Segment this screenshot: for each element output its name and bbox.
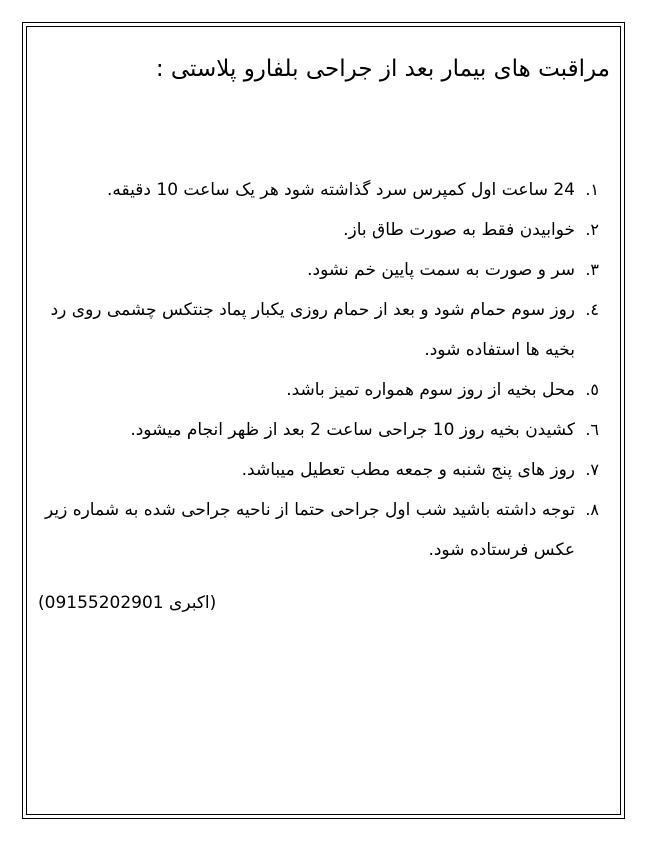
item-number: ٥. bbox=[585, 380, 599, 399]
item-text: روز سوم حمام شود و بعد از حمام روزی یکبار پماد جنتکس چشمی روی رد بخیه ها استفاده شود. bbox=[50, 300, 575, 360]
item-number: ٨. bbox=[585, 500, 599, 519]
list-item bbox=[39, 450, 599, 490]
list-item bbox=[39, 410, 599, 450]
list-item bbox=[39, 210, 599, 250]
document-body bbox=[30, 30, 617, 811]
item-text: توجه داشته باشید شب اول جراحی حتما از ناحیه جراحی شده به شماره زیر عکس فرستاده شود. bbox=[44, 500, 575, 560]
item-number: ۱. bbox=[585, 180, 599, 199]
item-text: روز های پنج شنبه و جمعه مطب تعطیل میباشد. bbox=[241, 460, 575, 480]
list-item bbox=[39, 370, 599, 410]
contact-info: (09155202901 اکبری) bbox=[38, 593, 217, 613]
item-text: 24 ساعت اول کمپرس سرد گذاشته شود هر یک ساعت 10 دقیقه. bbox=[107, 180, 575, 200]
item-text: کشیدن بخیه روز 10 جراحی ساعت 2 بعد از ظهر انجام میشود. bbox=[130, 420, 575, 440]
care-instructions-list bbox=[39, 170, 599, 570]
list-item bbox=[39, 490, 599, 570]
item-text: محل بخیه از روز سوم همواره تمیز باشد. bbox=[286, 380, 575, 400]
item-number: ٤. bbox=[585, 300, 599, 319]
document-title: مراقبت های بیمار بعد از جراحی بلفارو پلاستی : bbox=[155, 56, 610, 82]
item-number: ٦. bbox=[585, 420, 599, 439]
item-number: ٧. bbox=[585, 460, 599, 479]
item-number: ۲. bbox=[585, 220, 599, 239]
item-text: سر و صورت به سمت پایین خم نشود. bbox=[307, 260, 575, 280]
item-text: خوابیدن فقط به صورت طاق باز. bbox=[343, 220, 575, 240]
list-item bbox=[39, 250, 599, 290]
list-item bbox=[39, 170, 599, 210]
list-item bbox=[39, 290, 599, 370]
item-number: ۳. bbox=[585, 260, 599, 279]
